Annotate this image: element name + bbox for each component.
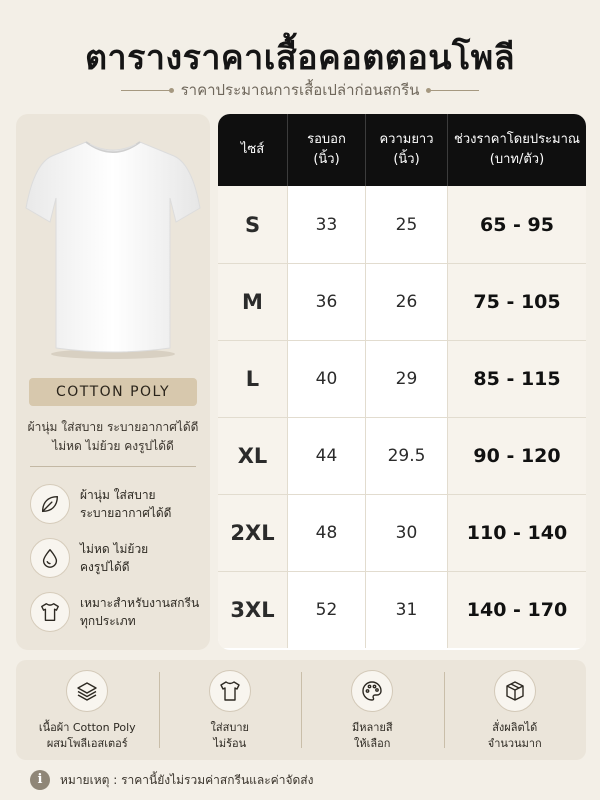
bottom-feature-line: ผสมโพลีเอสเตอร์ xyxy=(46,737,128,750)
header-chest: รอบอก (นิ้ว) xyxy=(288,114,366,186)
bottom-feature-line: ไม่ร้อน xyxy=(213,737,247,750)
length-cell: 29 xyxy=(366,341,448,417)
table-header xyxy=(218,114,586,186)
description-line: ผ้านุ่ม ใส่สบาย ระบายอากาศได้ดี xyxy=(27,420,199,434)
size-cell: M xyxy=(218,264,288,340)
price-table xyxy=(218,114,586,650)
bottom-feature-line: เนื้อผ้า Cotton Poly xyxy=(38,721,136,734)
description-line: ไม่หด ไม่ย้วย คงรูปได้ดี xyxy=(52,439,174,453)
page-title: ตารางราคาเสื้อคอตตอนโพลี xyxy=(84,38,516,78)
bottom-feature-comfort xyxy=(159,660,302,760)
size-cell: XL xyxy=(218,418,288,494)
header-price: ช่วงราคาโดยประมาณ (บาท/ตัว) xyxy=(454,132,580,167)
table-row xyxy=(218,417,586,494)
product-panel xyxy=(16,114,210,650)
header-length: ความยาว (นิ้ว) xyxy=(366,114,448,186)
price-cell: 65 - 95 xyxy=(448,186,586,263)
fabric-badge: COTTON POLY xyxy=(29,378,197,406)
tshirt-image xyxy=(24,128,202,362)
tshirt-icon xyxy=(209,670,251,712)
chest-cell: 33 xyxy=(288,186,366,263)
length-cell: 31 xyxy=(366,572,448,648)
water-drop-icon xyxy=(30,538,70,578)
bottom-features xyxy=(16,660,586,760)
length-cell: 26 xyxy=(366,264,448,340)
price-cell: 75 - 105 xyxy=(448,264,586,340)
size-cell: 2XL xyxy=(218,495,288,571)
subtitle-divider-right xyxy=(429,90,479,91)
table-row xyxy=(218,571,586,648)
length-cell: 25 xyxy=(366,186,448,263)
feature-line: เหมาะสำหรับงานสกรีน xyxy=(80,596,200,610)
length-cell: 29.5 xyxy=(366,418,448,494)
feature-line: ทุกประเภท xyxy=(80,614,136,628)
feature-line: ระบายอากาศได้ดี xyxy=(80,506,172,520)
chest-cell: 40 xyxy=(288,341,366,417)
subtitle-row xyxy=(0,78,600,102)
footnote xyxy=(30,770,313,790)
price-cell: 85 - 115 xyxy=(448,341,586,417)
tshirt-icon xyxy=(30,592,70,632)
table-row xyxy=(218,263,586,340)
feature-line: ไม่หด ไม่ย้วย xyxy=(80,542,149,556)
page-subtitle: ราคาประมาณการเสื้อเปล่าก่อนสกรีน xyxy=(180,81,420,99)
feature-line: ผ้านุ่ม ใส่สบาย xyxy=(80,488,156,502)
fabric-layers-icon xyxy=(66,670,108,712)
size-cell: L xyxy=(218,341,288,417)
chest-cell: 52 xyxy=(288,572,366,648)
price-cell: 110 - 140 xyxy=(448,495,586,571)
size-cell: S xyxy=(218,186,288,263)
chest-cell: 44 xyxy=(288,418,366,494)
chest-cell: 36 xyxy=(288,264,366,340)
bottom-feature-fabric xyxy=(16,660,159,760)
box-icon xyxy=(494,670,536,712)
footnote-text: หมายเหตุ : ราคานี้ยังไม่รวมค่าสกรีนและค่าจัดส่ง xyxy=(60,772,314,787)
feature-item-soft xyxy=(30,484,206,524)
subtitle-divider-left xyxy=(121,90,171,91)
feature-item-screen-print xyxy=(30,592,206,632)
info-icon: i xyxy=(30,770,50,790)
header-size: ไซส์ xyxy=(218,114,288,186)
table-row xyxy=(218,494,586,571)
bottom-feature-bulk xyxy=(444,660,587,760)
leaf-icon xyxy=(30,484,70,524)
bottom-feature-line: จำนวนมาก xyxy=(487,737,542,750)
size-cell: 3XL xyxy=(218,572,288,648)
bottom-feature-line: มีหลายสี xyxy=(351,721,393,734)
bottom-feature-line: ให้เลือก xyxy=(354,737,391,750)
chest-cell: 48 xyxy=(288,495,366,571)
table-row xyxy=(218,340,586,417)
feature-item-no-shrink xyxy=(30,538,206,578)
product-description xyxy=(22,418,204,456)
bottom-feature-line: สั่งผลิตได้ xyxy=(492,721,538,734)
price-cell: 90 - 120 xyxy=(448,418,586,494)
table-row xyxy=(218,186,586,263)
bottom-feature-line: ใส่สบาย xyxy=(210,721,249,734)
price-cell: 140 - 170 xyxy=(448,572,586,648)
palette-icon xyxy=(351,670,393,712)
panel-divider xyxy=(30,466,196,467)
feature-line: คงรูปได้ดี xyxy=(80,560,130,574)
length-cell: 30 xyxy=(366,495,448,571)
bottom-feature-colors xyxy=(301,660,444,760)
